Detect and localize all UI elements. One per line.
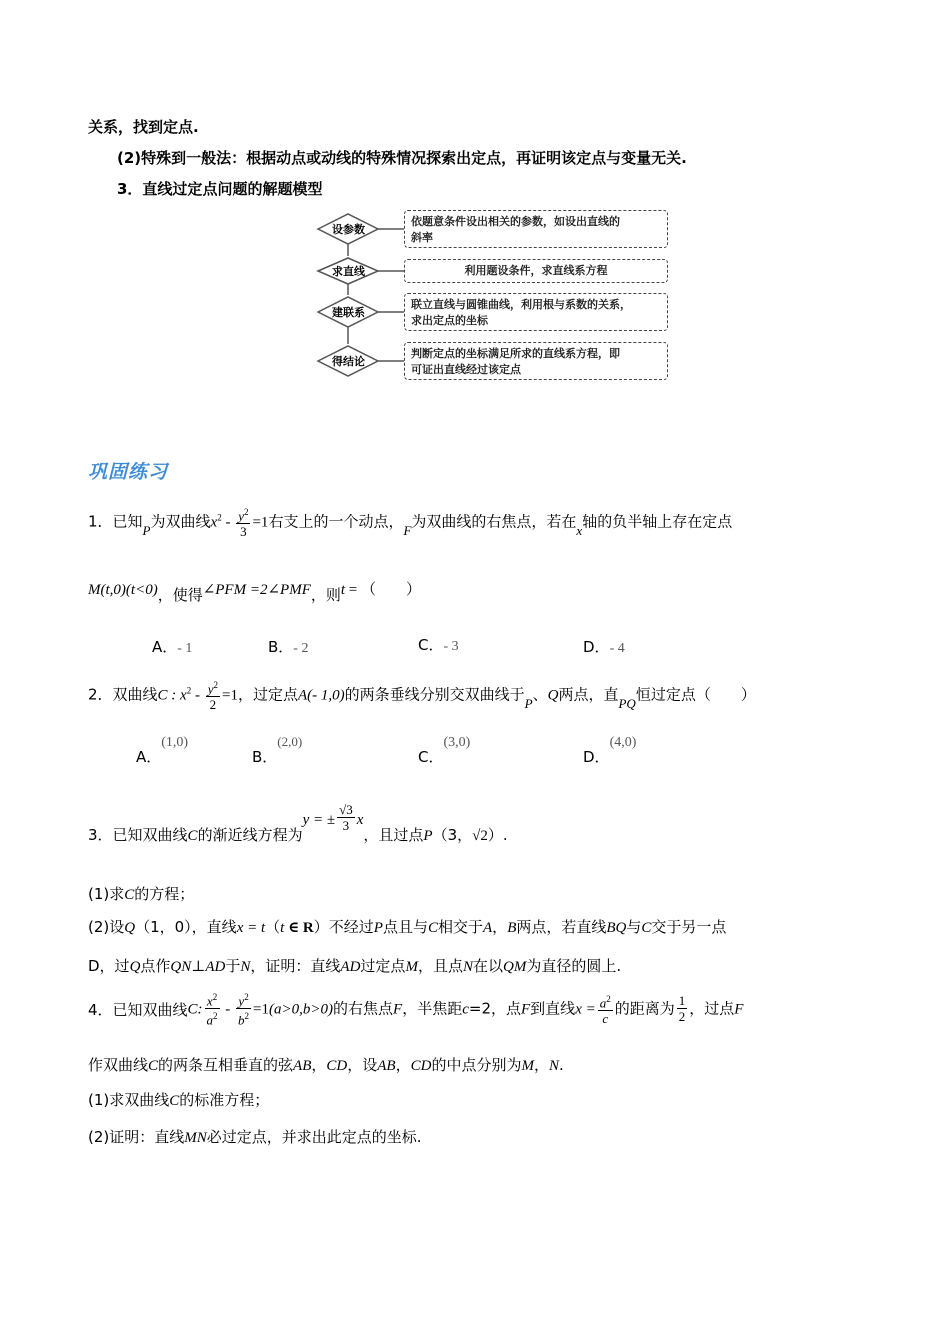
question-1-line-2 xyxy=(88,578,422,604)
q3-t4: （3， xyxy=(432,826,473,844)
question-4-line-2 xyxy=(88,1054,564,1075)
q4-t4: =2，点 xyxy=(468,999,521,1018)
q2-option-d-label: D． xyxy=(583,748,610,766)
step-desc-1 xyxy=(404,210,668,248)
q4-l2e: ， xyxy=(395,1056,411,1074)
step-desc-1-line2: 斜率 xyxy=(411,231,433,244)
q4-fraction-a: $\frac{a^2}{c}$ xyxy=(599,993,611,1026)
q1-frac-num: y xyxy=(238,508,244,524)
q1-M: M(t,0)(t<0) xyxy=(88,582,158,598)
q3-p2Q: Q xyxy=(124,920,136,936)
q2-sep: 、 xyxy=(532,685,548,704)
q3-p2C: C xyxy=(427,920,438,936)
q4-p2b: 必过定点，并求出此定点的坐标. xyxy=(206,1128,422,1146)
q4-t3: ，半焦距 xyxy=(402,999,463,1018)
q1-option-d-value: - 4 xyxy=(609,641,625,656)
q2-option-d[interactable] xyxy=(583,730,636,768)
q1-P: P xyxy=(142,522,151,538)
q4-ynum: y xyxy=(238,993,245,1009)
q4-t7: ，过点 xyxy=(689,999,735,1018)
q2-t2: ，过定点 xyxy=(237,685,298,704)
section-title: 巩固练习 xyxy=(88,461,169,483)
q2-P: P xyxy=(524,695,533,711)
q2-option-c-label: C． xyxy=(418,748,444,766)
q2-C: C : x xyxy=(157,687,187,704)
q3-p2c: （ xyxy=(265,918,281,936)
step-desc-3-line1: 联立直线与圆锥曲线，利用根与系数的关系， xyxy=(411,298,631,311)
q3-p3f: ，且点 xyxy=(417,957,463,975)
q3-part-2-cont xyxy=(88,955,621,976)
q1-option-d-label: D． xyxy=(583,638,610,656)
q4-t5: 到直线 xyxy=(530,999,576,1018)
q4-eq: =1 xyxy=(253,1001,270,1018)
q3-p1a: (1)求 xyxy=(88,885,125,903)
q1-t4: 为双曲线的右焦点，若在 xyxy=(411,512,577,531)
q1-option-b-value: - 2 xyxy=(293,641,309,656)
q3-p2g: ， xyxy=(492,918,508,936)
q3-p3N2: N xyxy=(462,959,473,975)
q3-x: x xyxy=(356,812,364,828)
step-label-1: 设参数 xyxy=(332,223,365,236)
q4-l2g: ， xyxy=(533,1056,549,1074)
q1-minus: - xyxy=(221,514,235,531)
q2-option-b[interactable] xyxy=(252,730,302,768)
q1-t2: 为双曲线 xyxy=(150,512,211,531)
q4-l2C: C xyxy=(148,1058,159,1074)
q3-part-2 xyxy=(88,916,726,937)
q2-frac-den: 2 xyxy=(209,697,217,713)
q3-p2in: ∈ R xyxy=(284,920,314,936)
text-line-1 xyxy=(88,116,199,137)
q2-minus: - xyxy=(191,687,204,704)
q4-half-den: 2 xyxy=(678,1009,686,1025)
q1-frac-den: 3 xyxy=(240,524,247,540)
q2-fraction: $\frac{y^2}{2}$ xyxy=(207,680,218,713)
q3-sqrt2: √2 xyxy=(472,828,488,844)
q2-option-d-value: (4,0) xyxy=(609,735,637,750)
step-desc-2 xyxy=(404,259,668,283)
q3-t3: ，且过点 xyxy=(363,826,424,844)
q3-p2i: 与 xyxy=(626,918,642,936)
q3-p2j: 交于另一点 xyxy=(651,918,727,936)
q1-option-d[interactable] xyxy=(583,636,625,657)
q3-p3a: D，过 xyxy=(88,957,130,975)
q4-l2h: . xyxy=(558,1056,564,1074)
q3-t1: 3．已知双曲线 xyxy=(88,826,188,844)
q1-t6: ，使得 xyxy=(157,586,203,604)
q4-half-num: 1 xyxy=(678,993,686,1009)
q1-option-c[interactable] xyxy=(418,634,459,655)
q4-part-1 xyxy=(88,1089,269,1110)
q3-p2f: 相交于 xyxy=(437,918,483,936)
q3-p3h: 为直径的圆上. xyxy=(526,957,622,975)
q4-p1C: C xyxy=(169,1093,180,1109)
step-desc-3 xyxy=(404,293,668,331)
q4-l2N: N xyxy=(548,1058,559,1074)
q1-option-b-label: B． xyxy=(268,638,294,656)
step-desc-2-line1: 利用题设条件，求直线系方程 xyxy=(464,264,608,277)
line3-text: 3．直线过定点问题的解题模型 xyxy=(117,180,323,198)
q2-option-b-label: B． xyxy=(252,748,278,766)
flowchart xyxy=(316,208,671,383)
q4-minus: - xyxy=(221,1001,235,1018)
text-line-2 xyxy=(117,147,687,168)
q4-fraction-x: $\frac{x^2}{a^2}$ xyxy=(206,992,218,1028)
q2-t4: 两点，直 xyxy=(558,685,619,704)
q1-fraction: $\frac{y^2}{3}$ xyxy=(238,507,249,540)
line1-text: 关系，找到定点. xyxy=(88,118,199,136)
q4-cden: c xyxy=(602,1010,609,1026)
step-label-3: 建联系 xyxy=(332,306,365,319)
q2-t3: 的两条垂线分别交双曲线于 xyxy=(344,685,525,704)
q3-p3Q: Q xyxy=(129,959,141,975)
q4-t2: 的右焦点 xyxy=(333,999,394,1018)
q2-Q: Q xyxy=(547,687,559,704)
q4-F2: F xyxy=(521,1001,531,1018)
q4-bden: b xyxy=(238,1012,245,1028)
q4-t6: 的距离为 xyxy=(614,999,675,1018)
q4-fraction-half xyxy=(677,993,688,1024)
q1-t7: ，则 xyxy=(310,586,341,604)
q3-p3b: 点作 xyxy=(140,957,171,975)
q4-p2MN: MN xyxy=(184,1130,207,1146)
question-2-line-1: 2．双曲线C : $x^2$ - $\frac{y^2}{2}$ =1，过定点A(- 1,0)的两条垂线分别交双曲线于P、Q两点，直PQ恒过定点（ ） xyxy=(88,680,756,713)
q1-option-c-label: C． xyxy=(418,636,444,654)
text-line-3 xyxy=(117,178,322,199)
q1-option-a-value: - 1 xyxy=(177,641,193,656)
q3-p2t: t xyxy=(280,920,285,936)
q4-l2M: M xyxy=(521,1058,534,1074)
line2-text: (2)特殊到一般法：根据动点或动线的特殊情况探索出定点，再证明该定点与变量无关. xyxy=(117,149,687,167)
q3-p3QM: QM xyxy=(502,959,527,975)
q4-l2AB: AB xyxy=(293,1058,312,1074)
q1-eq1: =1 xyxy=(252,514,269,531)
q1-eq: = xyxy=(345,582,362,598)
q4-l2CD: CD xyxy=(326,1058,348,1074)
step-desc-4-line1: 判断定点的坐标满足所求的直线系方程，即 xyxy=(411,347,620,360)
q3-p2a: (2)设 xyxy=(88,918,125,936)
q4-aden: a xyxy=(206,1012,214,1028)
q3-y: y = ± xyxy=(302,812,336,828)
q1-xaxis: x xyxy=(576,522,583,538)
question-4-line-1 xyxy=(88,990,743,1034)
q3-p2e: 点且与 xyxy=(382,918,428,936)
q3-p1b: 的方程； xyxy=(134,885,195,903)
q1-t5: 轴的负半轴上存在定点 xyxy=(582,512,733,531)
q1-F: F xyxy=(403,522,412,538)
q4-anum: a xyxy=(599,994,607,1010)
q4-l2b: 的两条互相垂直的弦 xyxy=(158,1056,294,1074)
q3-p3M: M xyxy=(405,959,418,975)
q3-p3AD: AD xyxy=(340,959,361,975)
step-label-4: 得结论 xyxy=(332,355,365,368)
q1-option-a-label: A． xyxy=(152,638,178,656)
q2-t1: 2．双曲线 xyxy=(88,685,158,704)
q3-P: P xyxy=(423,828,433,844)
q1-t3: 右支上的一个动点， xyxy=(268,512,404,531)
step-label-2: 求直线 xyxy=(332,265,365,278)
q2-PQ: PQ xyxy=(618,695,636,711)
q4-p2a: (2)证明：直线 xyxy=(88,1128,185,1146)
q4-l2CD2: CD xyxy=(410,1058,432,1074)
q3-p2P: P xyxy=(373,920,383,936)
q1-option-a[interactable] xyxy=(152,636,192,657)
q1-paren: （ ） xyxy=(361,580,422,598)
q3-p3QN: QN⊥AD xyxy=(170,959,226,975)
q4-F3: F xyxy=(734,1001,744,1018)
q4-l2AB2: AB xyxy=(377,1058,396,1074)
q3-p3N: N xyxy=(240,959,251,975)
q2-option-a-label: A． xyxy=(136,748,162,766)
q3-p3d: ，证明：直线 xyxy=(250,957,341,975)
q2-eq1: =1 xyxy=(222,687,238,704)
q4-xeq: x = xyxy=(575,1001,596,1018)
q4-l2d: ，设 xyxy=(347,1056,378,1074)
q3-p2d: ）不经过 xyxy=(313,918,374,936)
q1-t: t xyxy=(340,582,346,598)
q2-option-c[interactable] xyxy=(418,730,470,768)
step-desc-1-line1: 依题意条件设出相关的参数，如设出直线的 xyxy=(411,215,620,228)
q4-l2c: ， xyxy=(311,1056,327,1074)
q4-l2a: 作双曲线 xyxy=(88,1056,149,1074)
q2-frac-num: y xyxy=(207,681,214,697)
q3-p3c: 于 xyxy=(225,957,241,975)
q3-p3g: 在以 xyxy=(472,957,503,975)
q3-p1C: C xyxy=(124,887,135,903)
q1-option-b[interactable] xyxy=(268,636,308,657)
q3-p2h: 两点，若直线 xyxy=(516,918,607,936)
q3-part-1 xyxy=(88,883,194,904)
step-desc-3-line2: 求出定点的坐标 xyxy=(411,314,488,327)
question-3-line-1 xyxy=(88,796,508,844)
q4-p1a: (1)求双曲线 xyxy=(88,1091,170,1109)
step-desc-4 xyxy=(404,342,668,380)
q3-t5: ）. xyxy=(487,826,508,844)
q2-t5: 恒过定点（ ） xyxy=(635,685,756,704)
q1-t1: 1．已知 xyxy=(88,512,143,531)
q3-frac-den: 3 xyxy=(342,818,350,833)
q3-fraction xyxy=(337,802,355,833)
q3-t2: 的渐近线方程为 xyxy=(197,826,303,844)
q1-angle: ∠PFM =2∠PMF xyxy=(202,582,311,598)
q2-option-b-value: (2,0) xyxy=(277,734,303,749)
q1-x: x xyxy=(210,514,218,531)
q3-p2x: x = t xyxy=(236,920,266,936)
q3-frac-num: √3 xyxy=(339,802,353,817)
q2-option-a[interactable] xyxy=(136,730,188,768)
question-1-line-1: 1．已知P为双曲线$x^2$ - $\frac{y^2}{3}$ =1右支上的一个动点，F为双曲线的右焦点，若在x轴的负半轴上存在定点 xyxy=(88,507,733,540)
q4-cond: (a>0,b>0) xyxy=(269,1001,333,1018)
q4-c: c xyxy=(462,1001,469,1018)
q3-p2b: （1，0），直线 xyxy=(135,918,237,936)
q3-p2A: A xyxy=(483,920,493,936)
step-desc-4-line2: 可证出直线经过该定点 xyxy=(411,363,521,376)
q3-p2C2: C xyxy=(641,920,652,936)
q4-t1: 4．已知双曲线 xyxy=(88,1001,188,1020)
q3-p3e: 过定点 xyxy=(360,957,406,975)
q2-option-c-value: (3,0) xyxy=(443,735,471,750)
q2-A: A(- 1,0) xyxy=(297,687,345,704)
q4-C: C: xyxy=(187,1001,203,1018)
q3-p2BQ: BQ xyxy=(606,920,627,936)
q4-part-2 xyxy=(88,1126,422,1147)
q2-option-a-value: (1,0) xyxy=(161,735,189,750)
q3-C: C xyxy=(187,828,198,844)
q4-fraction-y: $\frac{y^2}{b^2}$ xyxy=(238,992,250,1028)
q4-p1b: 的标准方程； xyxy=(179,1091,270,1109)
q4-l2f: 的中点分别为 xyxy=(431,1056,522,1074)
q3-p2B: B xyxy=(507,920,517,936)
q4-xnum: x xyxy=(206,993,213,1009)
q1-option-c-value: - 3 xyxy=(443,639,459,654)
q4-F: F xyxy=(393,1001,403,1018)
